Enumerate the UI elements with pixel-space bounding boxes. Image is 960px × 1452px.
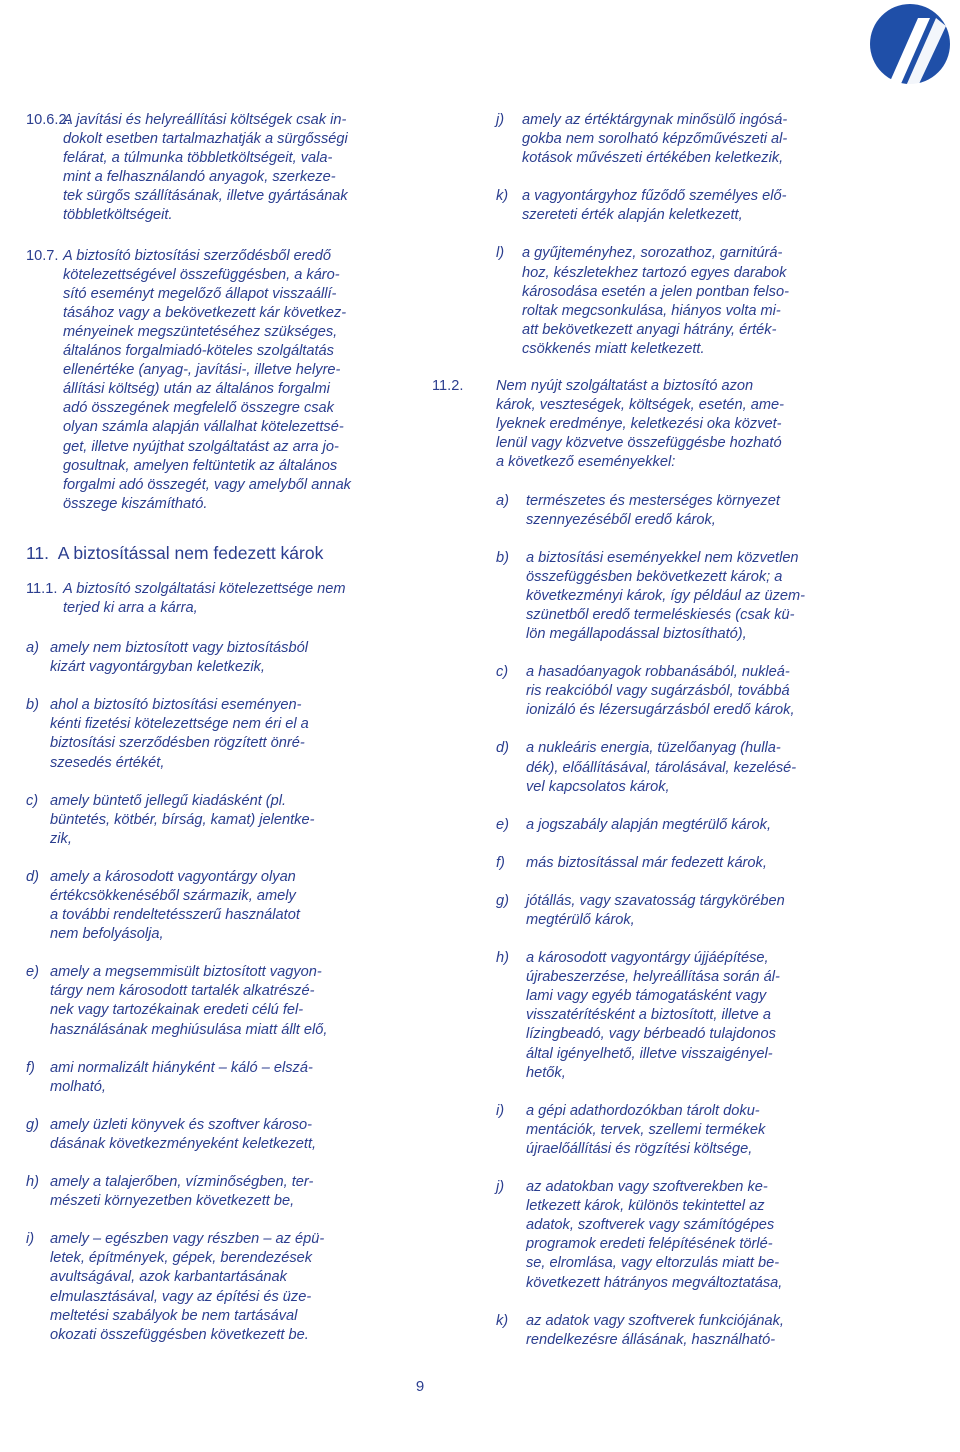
section-heading-11: 11. A biztosítással nem fedezett károk bbox=[26, 542, 324, 563]
text-line: állítási költség) után az általános forgalmi bbox=[63, 381, 330, 398]
text-line: olyan számla alapján vállalhat kötelezettsé- bbox=[63, 419, 344, 436]
text-line: rendelkezésre állásának, használható- bbox=[526, 1331, 776, 1348]
list-item bbox=[496, 549, 842, 644]
section-text bbox=[63, 247, 410, 514]
list-item-letter: d) bbox=[496, 740, 509, 757]
section-number: 11.1. bbox=[26, 580, 58, 597]
list-item-letter: e) bbox=[26, 964, 39, 981]
text-line: kötelezettségével összefüggésben, a káro- bbox=[63, 266, 340, 283]
text-line: letek, építmények, gépek, berendezések bbox=[50, 1250, 313, 1267]
company-logo bbox=[848, 0, 960, 96]
text-line: amely nem biztosított vagy biztosításból bbox=[50, 640, 308, 657]
list-item-letter: e) bbox=[496, 816, 509, 833]
list-item bbox=[496, 187, 842, 225]
text-line: gokba nem sorolható képzőművészeti al- bbox=[522, 131, 788, 148]
text-line: lön megállapodással biztosítható), bbox=[526, 626, 747, 643]
text-line: terjed ki arra a kárra, bbox=[63, 599, 198, 616]
text-line: roltak megcsonkulása, hiányos volta mi- bbox=[522, 302, 781, 319]
text-line: károk, veszteségek, költségek, esetén, ame- bbox=[496, 397, 784, 414]
text-line: a következő eseményekkel: bbox=[496, 454, 676, 471]
text-line: természetes és mesterséges környezet bbox=[526, 492, 780, 509]
text-line: tárgy nem károsodott tartalék alkatrészé- bbox=[50, 983, 315, 1000]
list-item-letter: a) bbox=[26, 640, 39, 657]
text-line: következett hátrányos megváltoztatása, bbox=[526, 1274, 783, 1291]
exclusion-list-continued bbox=[432, 111, 842, 359]
text-line: a gépi adathordozókban tárolt doku- bbox=[526, 1102, 760, 1119]
text-line: amely az értéktárgynak minősülő ingósá- bbox=[522, 112, 788, 128]
list-item-letter: k) bbox=[496, 188, 509, 205]
list-item-letter: h) bbox=[26, 1174, 39, 1191]
list-item-letter: f) bbox=[26, 1059, 35, 1076]
text-line: a nukleáris energia, tüzelőanyag (hulla- bbox=[526, 740, 781, 757]
text-line: csökkenés miatt keletkezett. bbox=[522, 340, 705, 357]
text-line: lízingbeadó, vagy bérbeadó tulajdonos bbox=[526, 1026, 776, 1043]
text-line: a vagyontárgyhoz fűződő személyes elő- bbox=[522, 188, 787, 205]
text-line: a biztosítási eseményekkel nem közvetlen bbox=[526, 549, 799, 566]
text-line: A biztosító szolgáltatási kötelezettsége nem bbox=[63, 580, 346, 597]
text-line: szereteti érték alapján keletkezett, bbox=[522, 207, 743, 224]
list-item-letter: a) bbox=[496, 492, 509, 509]
list-item-letter: c) bbox=[496, 664, 509, 681]
text-line: általános forgalmiadó-köteles szolgáltatás bbox=[63, 343, 334, 360]
text-line: a hasadóanyagok robbanásából, nukleá- bbox=[526, 664, 790, 681]
text-line: sító eseményt megelőző állapot visszaállí- bbox=[63, 285, 337, 302]
list-item bbox=[496, 854, 842, 873]
text-line: hetők, bbox=[526, 1064, 566, 1081]
text-line: ményeinek megszüntetéséhez szükséges, bbox=[63, 323, 338, 340]
text-line: szünetből eredő termeléskiesés (csak kü- bbox=[526, 606, 795, 623]
text-line: biztosítási szerződésben rögzített önré- bbox=[50, 735, 305, 752]
text-line: amely a talajerőben, vízminőségben, ter- bbox=[50, 1174, 314, 1191]
text-line: adatok, szoftverek vagy számítógépes bbox=[526, 1217, 775, 1234]
text-line: gosultnak, amelyen feltüntetik az általános bbox=[63, 457, 338, 474]
text-line: jótállás, vagy szavatosság tárgykörében bbox=[526, 892, 785, 909]
text-line: tásához vagy a bekövetkezett kár következ- bbox=[63, 304, 347, 321]
text-line: lyeknek eredménye, keletkezési oka közvet- bbox=[496, 416, 782, 433]
text-line: kotások művészeti értékében keletkezik, bbox=[522, 150, 784, 167]
list-item bbox=[26, 1173, 410, 1211]
list-item bbox=[26, 1230, 410, 1345]
section-text bbox=[496, 377, 842, 472]
text-line: meltetési szabályok be nem tartásával bbox=[50, 1307, 298, 1324]
text-line: Nem nyújt szolgáltatást a biztosító azon bbox=[496, 378, 754, 395]
text-line: ami normalizált hiányként – káló – elszá- bbox=[50, 1059, 313, 1076]
text-line: get, illetve nyújthat szolgáltatást az arra jo- bbox=[63, 438, 339, 455]
section-10-7 bbox=[26, 247, 410, 514]
list-item bbox=[496, 244, 842, 359]
text-line: nek vagy tartozékainak eredeti célú fel- bbox=[50, 1002, 304, 1019]
text-line: mentációk, tervek, szellemi termékek bbox=[526, 1121, 766, 1138]
list-item-letter: c) bbox=[26, 792, 39, 809]
list-item-letter: f) bbox=[496, 854, 505, 871]
exclusion-list-left bbox=[26, 639, 410, 1345]
list-item-letter: i) bbox=[26, 1231, 35, 1248]
list-item-letter: b) bbox=[496, 549, 509, 566]
list-item bbox=[496, 1178, 842, 1293]
text-line: a gyűjteményhez, sorozathoz, garnitúrá- bbox=[522, 245, 783, 262]
list-item bbox=[496, 949, 842, 1083]
list-item bbox=[496, 1102, 842, 1159]
list-item bbox=[496, 492, 842, 530]
text-line: a jogszabály alapján megtérülő károk, bbox=[526, 816, 771, 833]
list-item-letter: d) bbox=[26, 868, 39, 885]
text-line: molható, bbox=[50, 1078, 106, 1095]
text-line: a további rendeltetésszerű használatot bbox=[50, 907, 300, 924]
section-number: 10.6.2. bbox=[26, 112, 71, 128]
list-item bbox=[26, 792, 410, 849]
text-line: az adatok vagy szoftverek funkciójának, bbox=[526, 1312, 784, 1329]
text-line: se, elromlása, vagy eltorzulás miatt be- bbox=[526, 1255, 780, 1272]
section-number: 11.2. bbox=[432, 378, 464, 395]
text-line: ellenértéke (anyag-, javítási-, illetve helyre- bbox=[63, 362, 341, 379]
text-line: att bekövetkezett anyagi hátrány, érték- bbox=[522, 321, 777, 338]
exclusion-list-right bbox=[432, 492, 842, 1350]
text-line: amely – egészben vagy részben – az épü- bbox=[50, 1231, 325, 1248]
text-line: zik, bbox=[50, 830, 72, 847]
text-line: elmulasztásával, vagy az építési és üze- bbox=[50, 1288, 312, 1305]
text-line: amely üzleti könyvek és szoftver károso- bbox=[50, 1116, 312, 1133]
section-number: 10.7. bbox=[26, 247, 59, 264]
list-item bbox=[26, 868, 410, 944]
text-line: újrabeszerzése, helyreállítása során ál- bbox=[526, 969, 780, 986]
text-line: programok eredeti felépítésének törlé- bbox=[526, 1236, 773, 1253]
text-line: letkezett károk, különös tekintettel az bbox=[526, 1198, 765, 1215]
text-line: adó összegének megfelelő összegre csak bbox=[63, 400, 334, 417]
text-line: kénti fizetési kötelezettsége nem éri el a bbox=[50, 716, 309, 733]
text-line: más biztosítással már fedezett károk, bbox=[526, 854, 767, 871]
list-item-letter: j) bbox=[496, 112, 505, 128]
text-line: lenül vagy közvetve összefüggésbe hozható bbox=[496, 435, 782, 452]
text-line: A biztosító biztosítási szerződésből eredő bbox=[63, 247, 331, 264]
list-item bbox=[496, 816, 842, 835]
list-item bbox=[496, 892, 842, 930]
list-item bbox=[26, 639, 410, 677]
list-item bbox=[26, 1059, 410, 1097]
text-line: szennyezéséből eredő károk, bbox=[526, 511, 716, 528]
list-item bbox=[496, 739, 842, 796]
page-number: 9 bbox=[415, 1378, 425, 1395]
text-line: amely a megsemmisült biztosított vagyon- bbox=[50, 964, 322, 981]
text-line: mint a felhasználandó anyagok, szerkeze- bbox=[63, 169, 336, 186]
text-line: dék), előállításával, tárolásával, kezelésé- bbox=[526, 759, 797, 776]
text-line: újraelőállítási és rögzítési költsége, bbox=[526, 1140, 753, 1157]
section-10-6-2 bbox=[26, 111, 410, 226]
left-column bbox=[26, 111, 410, 1345]
list-item-letter: b) bbox=[26, 697, 39, 714]
text-line: forgalmi adó összegét, vagy amelyből annak bbox=[63, 476, 351, 493]
text-line: ahol a biztosító biztosítási eseményen- bbox=[50, 697, 302, 714]
list-item bbox=[26, 963, 410, 1039]
text-line: dásának következményeként keletkezett, bbox=[50, 1135, 317, 1152]
text-line: büntetés, kötbér, bírság, kamat) jelentke- bbox=[50, 811, 315, 828]
section-11-1 bbox=[26, 580, 410, 618]
text-line: szesedés értékét, bbox=[50, 754, 165, 771]
list-item-letter: k) bbox=[496, 1312, 509, 1329]
section-text bbox=[63, 111, 410, 226]
text-line: ris reakcióból vagy sugárzásból, továbbá bbox=[526, 683, 790, 700]
text-line: nem befolyásolja, bbox=[50, 926, 164, 943]
text-line: tek sürgős szállításának, illetve gyártásának bbox=[63, 188, 348, 205]
list-item bbox=[26, 696, 410, 772]
list-item bbox=[496, 111, 842, 168]
list-item bbox=[26, 1116, 410, 1154]
text-line: kizárt vagyontárgyban keletkezik, bbox=[50, 659, 265, 676]
text-line: hoz, készletekhez tartozó egyes darabok bbox=[522, 264, 787, 281]
text-line: dokolt esetben tartalmazhatják a sürgősségi bbox=[63, 131, 348, 148]
text-line: az adatokban vagy szoftverekben ke- bbox=[526, 1179, 768, 1196]
section-text bbox=[63, 580, 410, 618]
section-11-2 bbox=[432, 377, 842, 472]
text-line: lami vagy egyéb támogatásként vagy bbox=[526, 988, 767, 1005]
list-item-letter: i) bbox=[496, 1102, 505, 1119]
text-line: A javítási és helyreállítási költségek csak in- bbox=[63, 112, 347, 128]
text-line: összege kiszámítható. bbox=[63, 495, 208, 512]
text-line: ionizáló és lézersugárzásból eredő károk, bbox=[526, 702, 795, 719]
text-line: vel kapcsolatos károk, bbox=[526, 778, 670, 795]
text-line: használásának meghiúsulása miatt állt elő, bbox=[50, 1021, 328, 1038]
text-line: amely a károsodott vagyontárgy olyan bbox=[50, 868, 296, 885]
text-line: károsodása esetén a jelen pontban felso- bbox=[522, 283, 789, 300]
text-line: a károsodott vagyontárgy újjáépítése, bbox=[526, 950, 769, 967]
list-item bbox=[496, 663, 842, 720]
text-line: értékcsökkenéséből származik, amely bbox=[50, 888, 296, 904]
list-item-letter: g) bbox=[496, 892, 509, 909]
text-line: mészeti környezetben következett be, bbox=[50, 1193, 295, 1210]
text-line: felárat, a túlmunka többletköltségeit, vala- bbox=[63, 150, 333, 167]
text-line: többletköltségeit. bbox=[63, 207, 173, 224]
text-line: megtérülő károk, bbox=[526, 912, 635, 928]
text-line: avultságával, azok karbantartásának bbox=[50, 1269, 287, 1286]
list-item-letter: g) bbox=[26, 1116, 39, 1133]
list-item-letter: h) bbox=[496, 950, 509, 967]
text-line: összefüggésben bekövetkezett károk; a bbox=[526, 568, 783, 585]
text-line: okozati összefüggésben következett be. bbox=[50, 1326, 309, 1343]
list-item bbox=[496, 1312, 842, 1350]
right-column bbox=[432, 111, 842, 1350]
text-line: amely büntető jellegű kiadásként (pl. bbox=[50, 792, 287, 809]
text-line: által igényelhető, illetve visszaigényel- bbox=[526, 1045, 773, 1062]
text-line: visszatérítésként a biztosított, illetve a bbox=[526, 1007, 771, 1024]
text-line: következményi károk, így például az üzem- bbox=[526, 587, 806, 604]
list-item-letter: l) bbox=[496, 245, 505, 262]
list-item-letter: j) bbox=[496, 1179, 505, 1196]
